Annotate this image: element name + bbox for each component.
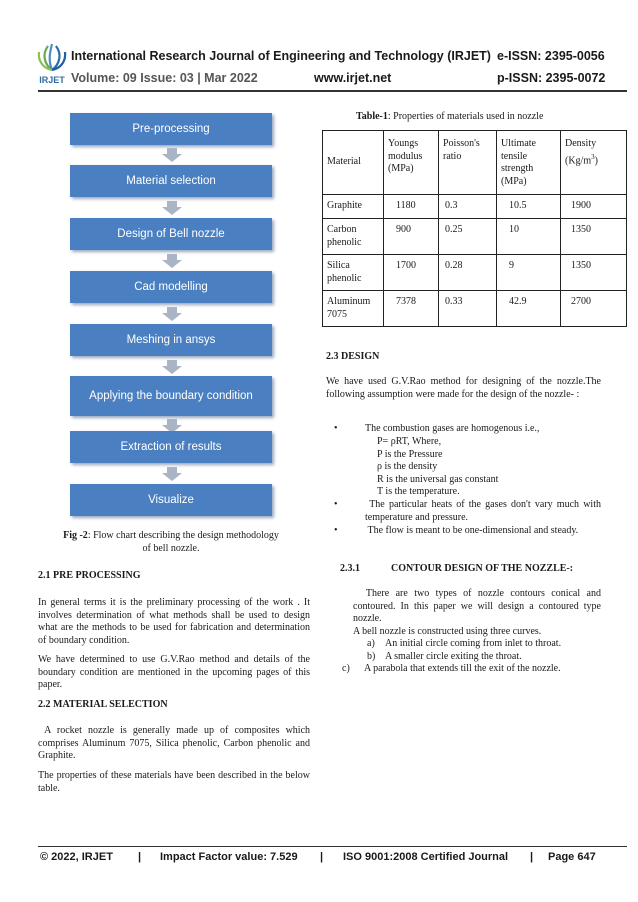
list-marker: b) [367, 651, 376, 662]
section-2-1-paragraph-1: In general terms it is the preliminary processing of the work . It involves determination of what methods shall be used to design what are the methods to be used for fabrication and determination of boundary condition. [38, 597, 310, 646]
assumption-1: The combustion gases are homogenous i.e., [365, 423, 540, 434]
irjet-logo-icon [36, 42, 68, 86]
list-marker: a) [367, 638, 375, 649]
cell: 7378 [384, 291, 439, 327]
section-2-2-paragraph-1: A rocket nozzle is generally made up of composites which comprises Aluminum 7075, Silica phenolic, Carbon phenolic and Graphite. [38, 725, 313, 762]
cell: 0.3 [439, 195, 497, 219]
flow-step-boundary-condition: Applying the boundary condition [70, 376, 272, 416]
svg-text:IRJET: IRJET [39, 75, 65, 85]
down-arrow-icon [162, 307, 182, 321]
bullet-icon: • [334, 499, 338, 510]
equation-line: R is the universal gas constant [377, 474, 499, 485]
footer-rule [38, 846, 627, 847]
cell: 42.9 [497, 291, 561, 327]
down-arrow-icon [162, 148, 182, 162]
footer-impact-factor: Impact Factor value: 7.529 [160, 851, 298, 863]
footer-separator: | [320, 851, 324, 863]
cell: 1180 [384, 195, 439, 219]
footer-copyright: © 2022, IRJET [40, 851, 113, 863]
section-2-1-paragraph-2: We have determined to use G.V.Rao method and details of the boundary condition are mentioned in the upcoming pages of this paper. [38, 654, 310, 691]
header-rule [38, 90, 627, 92]
footer-page-number: Page 647 [548, 851, 596, 863]
cell: 0.33 [439, 291, 497, 327]
flow-step-material-selection: Material selection [70, 165, 272, 197]
section-2-3-heading: 2.3 DESIGN [326, 351, 380, 362]
cell-material: Aluminum 7075 [323, 291, 384, 327]
cell: 10.5 [497, 195, 561, 219]
footer-separator: | [138, 851, 142, 863]
list-item: A smaller circle exiting the throat. [385, 651, 522, 662]
cell: 2700 [561, 291, 627, 327]
down-arrow-icon [162, 360, 182, 374]
cell: 0.25 [439, 219, 497, 255]
flow-step-cad-modelling: Cad modelling [70, 271, 272, 303]
table-row [323, 255, 627, 291]
header-cell: Youngs modulus (MPa) [384, 131, 439, 195]
flow-step-meshing: Meshing in ansys [70, 324, 272, 356]
bullet-icon: • [334, 525, 338, 536]
cell: 9 [497, 255, 561, 291]
cell: 10 [497, 219, 561, 255]
down-arrow-icon [162, 254, 182, 268]
header-cell: Poisson's ratio [439, 131, 497, 195]
section-2-2-heading: 2.2 MATERIAL SELECTION [38, 699, 168, 710]
cell: 1350 [561, 255, 627, 291]
section-2-3-1-number: 2.3.1 [340, 563, 360, 574]
cell-material: Silica phenolic [323, 255, 384, 291]
cell-material: Graphite [323, 195, 384, 219]
website-link[interactable]: www.irjet.net [314, 71, 392, 85]
equation-line: ρ is the density [377, 461, 438, 472]
flow-step-visualize: Visualize [70, 484, 272, 516]
flow-step-design-bell-nozzle: Design of Bell nozzle [70, 218, 272, 250]
list-marker: c) [342, 663, 350, 674]
p-issn: p-ISSN: 2395-0072 [497, 71, 606, 85]
volume-issue: Volume: 09 Issue: 03 | Mar 2022 [71, 71, 258, 85]
cell: 1700 [384, 255, 439, 291]
equation-line: P is the Pressure [377, 449, 443, 460]
section-2-3-paragraph: We have used G.V.Rao method for designing of the nozzle.The following assumption were made for the design of the nozzle- : [326, 376, 601, 400]
footer-separator: | [530, 851, 534, 863]
cell: 0.28 [439, 255, 497, 291]
header-cell: Ultimate tensile strength (MPa) [497, 131, 561, 195]
irjet-logo [36, 42, 68, 86]
section-2-3-1-paragraph: There are two types of nozzle contours conical and contoured. In this paper we will design a contoured type nozzle. [353, 588, 604, 625]
table-row [323, 291, 627, 327]
flow-step-preprocessing: Pre-processing [70, 113, 272, 145]
list-item: A parabola that extends till the exit of the nozzle. [364, 663, 561, 674]
figure-caption: Fig -2: Flow chart describing the design methodology of bell nozzle. [63, 530, 279, 554]
header-cell: Material [323, 131, 384, 195]
cell-material: Carbon phenolic [323, 219, 384, 255]
assumption-2: The particular heats of the gases don't vary much with temperature and pressure. [365, 499, 604, 523]
cell: 1900 [561, 195, 627, 219]
journal-title: International Research Journal of Engineering and Technology (IRJET) [71, 49, 491, 63]
footer-iso: ISO 9001:2008 Certified Journal [343, 851, 509, 863]
header-cell-density: Density $(Kg/m^3)$ [561, 131, 627, 195]
down-arrow-icon [162, 467, 182, 481]
materials-table [322, 130, 627, 327]
down-arrow-icon [162, 201, 182, 215]
table-caption: Table-1: Properties of materials used in nozzle [356, 111, 544, 122]
e-issn: e-ISSN: 2395-0056 [497, 49, 605, 63]
equation-line: T is the temperature. [377, 486, 460, 497]
flow-step-extraction: Extraction of results [70, 431, 272, 463]
bullet-icon: • [334, 423, 338, 434]
table-row [323, 195, 627, 219]
assumption-3: The flow is meant to be one-dimensional and steady. [365, 525, 579, 536]
cell: 1350 [561, 219, 627, 255]
list-item: An initial circle coming from inlet to throat. [385, 638, 562, 649]
section-2-2-paragraph-2: The properties of these materials have been described in the below table. [38, 770, 310, 794]
table-row [323, 219, 627, 255]
cell: 900 [384, 219, 439, 255]
section-2-3-1-heading: CONTOUR DESIGN OF THE NOZZLE-: [391, 563, 574, 574]
section-2-1-heading: 2.1 PRE PROCESSING [38, 570, 141, 581]
section-2-3-1-intro: A bell nozzle is constructed using three curves. [353, 626, 542, 637]
table-header-row [323, 131, 627, 195]
equation-line: P= ρRT, Where, [377, 436, 442, 447]
